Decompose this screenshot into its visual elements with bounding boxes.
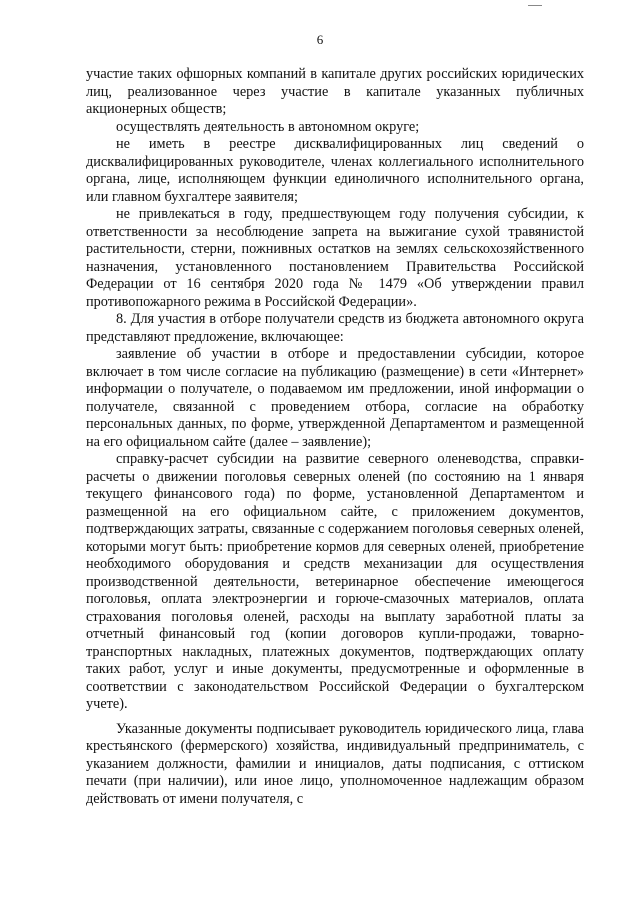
paragraph-fire-safety: не привлекаться в году, предшествующем году получения субсидии, к ответственности за несоблюдение запрета на выжигание сухой травянистой растительности, стерни, пожнивных остатков на землях сельскохозяйственного назначения, установленного постановлением Правительства Российской Федерации от 16 сентября 2020 года № 1479 «Об утверждении правил противопожарного режима в Российской Федерации».	[86, 206, 584, 310]
scan-mark	[528, 2, 542, 6]
paragraph-subsidy-calculation: справку-расчет субсидии на развитие северного оленеводства, справки-расчеты о движении поголовья северных оленей (по состоянию на 1 января текущего финансового года) по форме, установленной Департаментом и размещенной на его официальном сайте, с приложением документов, подтверждающих затраты, связанные с содержанием поголовья северных оленей, которыми могут быть: приобретение кормов для северных оленей, приобретение необходимого оборудования и средств механизации для осуществления производственной деятельности, ветеринарное обеспечение имеющегося поголовья, оплата электроэнергии и горюче-смазочных материалов, оплата страхования поголовья оленей, расходы на выплату заработной платы за отчетный финансовый год (копии договоров купли-продажи, товарно-транспортных накладных, платежных документов, подтверждающих оплату таких работ, услуг и иные документы, предусмотренные и оформленные в соответствии с законодательством Российской Федерации о бухгалтерском учете).	[86, 451, 585, 712]
paragraph-application: заявление об участии в отборе и предоставлении субсидии, которое включает в том числе согласие на публикацию (размещение) в сети «Интернет» информации о получателе, о подаваемом им предложении, иной информации о получателе, связанной с проведением отбора, согласие на обработку персональных данных, по форме, утвержденной Департаментом и размещенной на его официальном сайте (далее – заявление);	[86, 346, 584, 450]
paragraph-signature-requirements: Указанные документы подписывает руководитель юридического лица, глава крестьянского (фермерского) хозяйства, индивидуальный предприниматель, с указанием должности, фамилии и инициалов, даты подписания, с оттиском печати (при наличии), или иное лицо, уполномоченное надлежащим образом действовать от имени получателя, с	[86, 720, 584, 807]
paragraph-section-8: 8. Для участия в отборе получатели средств из бюджета автономного округа представляют предложение, включающее:	[86, 311, 584, 345]
paragraph-offshore-participation: участие таких офшорных компаний в капитале других российских юридических лиц, реализованное через участие в капитале указанных публичных акционерных обществ;	[86, 66, 584, 117]
paragraph-activity-in-okrug: осуществлять деятельность в автономном округе;	[116, 118, 420, 135]
document-body	[86, 66, 584, 808]
paragraph-disqualified-registry: не иметь в реестре дисквалифицированных лиц сведений о дисквалифицированных руководителе, членах коллегиального исполнительного органа, лице, исполняющем функции единоличного исполнительного органа, или главном бухгалтере заявителя;	[86, 136, 584, 205]
page-number: 6	[316, 32, 324, 47]
